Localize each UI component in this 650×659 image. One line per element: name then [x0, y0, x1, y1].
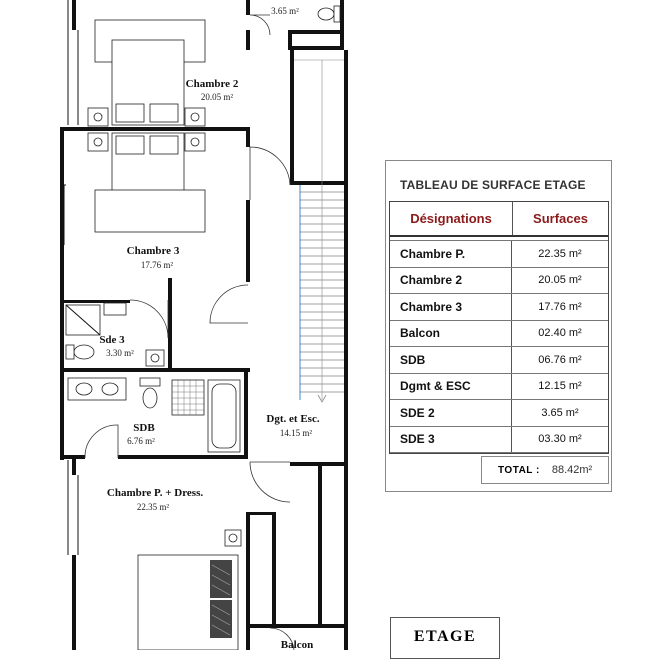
designations-header: Désignations	[390, 202, 513, 235]
row-value: 12.15 m²	[538, 380, 582, 393]
surface-table-header	[390, 202, 608, 237]
row-value: 17.76 m²	[538, 300, 582, 313]
row-value: 20.05 m²	[538, 274, 582, 287]
chambre-p-label: Chambre P. + Dress.	[106, 487, 204, 499]
dgt-label: Dgt. et Esc.	[266, 413, 320, 425]
surface-table-panel	[385, 160, 612, 492]
sde-3-area: 3.30 m²	[106, 348, 134, 358]
staircase	[294, 60, 344, 402]
bed-chambre-2	[88, 20, 205, 126]
balcon-label: Balcon	[280, 639, 314, 650]
chambre-3-area: 17.76 m²	[140, 260, 174, 270]
total-box	[481, 456, 609, 484]
row-name: Dgmt & ESC	[390, 374, 512, 400]
bed-chambre-p	[138, 530, 241, 650]
row-name: Chambre 3	[390, 294, 512, 320]
sdb-label: SDB	[133, 422, 155, 434]
floor-label: ETAGE	[413, 628, 477, 645]
row-name: SDB	[390, 347, 512, 373]
row-value: 06.76 m²	[538, 353, 582, 366]
chambre-p-area: 22.35 m²	[136, 502, 170, 512]
sde2-area: 3.65 m²	[271, 6, 299, 16]
total-value: 88.42m²	[551, 464, 593, 476]
chambre-2-area: 20.05 m²	[200, 92, 234, 102]
dgt-area: 14.15 m²	[279, 428, 313, 438]
sdb-area: 6.76 m²	[127, 436, 155, 446]
chambre-3-label: Chambre 3	[126, 245, 180, 257]
row-name: Chambre P.	[390, 241, 512, 267]
floor-label-box	[390, 617, 500, 659]
surface-table-title: TABLEAU DE SURFACE ETAGE	[400, 178, 586, 192]
table-row	[390, 400, 608, 427]
row-value: 02.40 m²	[538, 327, 582, 340]
table-row	[390, 347, 608, 374]
bed-chambre-3	[88, 133, 205, 232]
table-row	[390, 268, 608, 295]
table-row	[390, 427, 608, 454]
surfaces-header: Surfaces	[533, 211, 588, 226]
table-row	[390, 294, 608, 321]
row-name: Balcon	[390, 321, 512, 347]
sde2-fixtures	[318, 6, 340, 22]
row-value: 03.30 m²	[538, 433, 582, 446]
row-name: Chambre 2	[390, 268, 512, 294]
sde-3-label: Sde 3	[99, 334, 125, 346]
table-row	[390, 374, 608, 401]
row-name: SDE 2	[390, 400, 512, 426]
surface-table	[389, 201, 609, 454]
row-value: 22.35 m²	[538, 247, 582, 260]
table-row	[390, 241, 608, 268]
chambre-2-label: Chambre 2	[185, 78, 239, 90]
row-name: SDE 3	[390, 427, 512, 453]
total-label: TOTAL :	[498, 464, 540, 476]
row-value: 3.65 m²	[541, 406, 579, 419]
table-row	[390, 321, 608, 348]
